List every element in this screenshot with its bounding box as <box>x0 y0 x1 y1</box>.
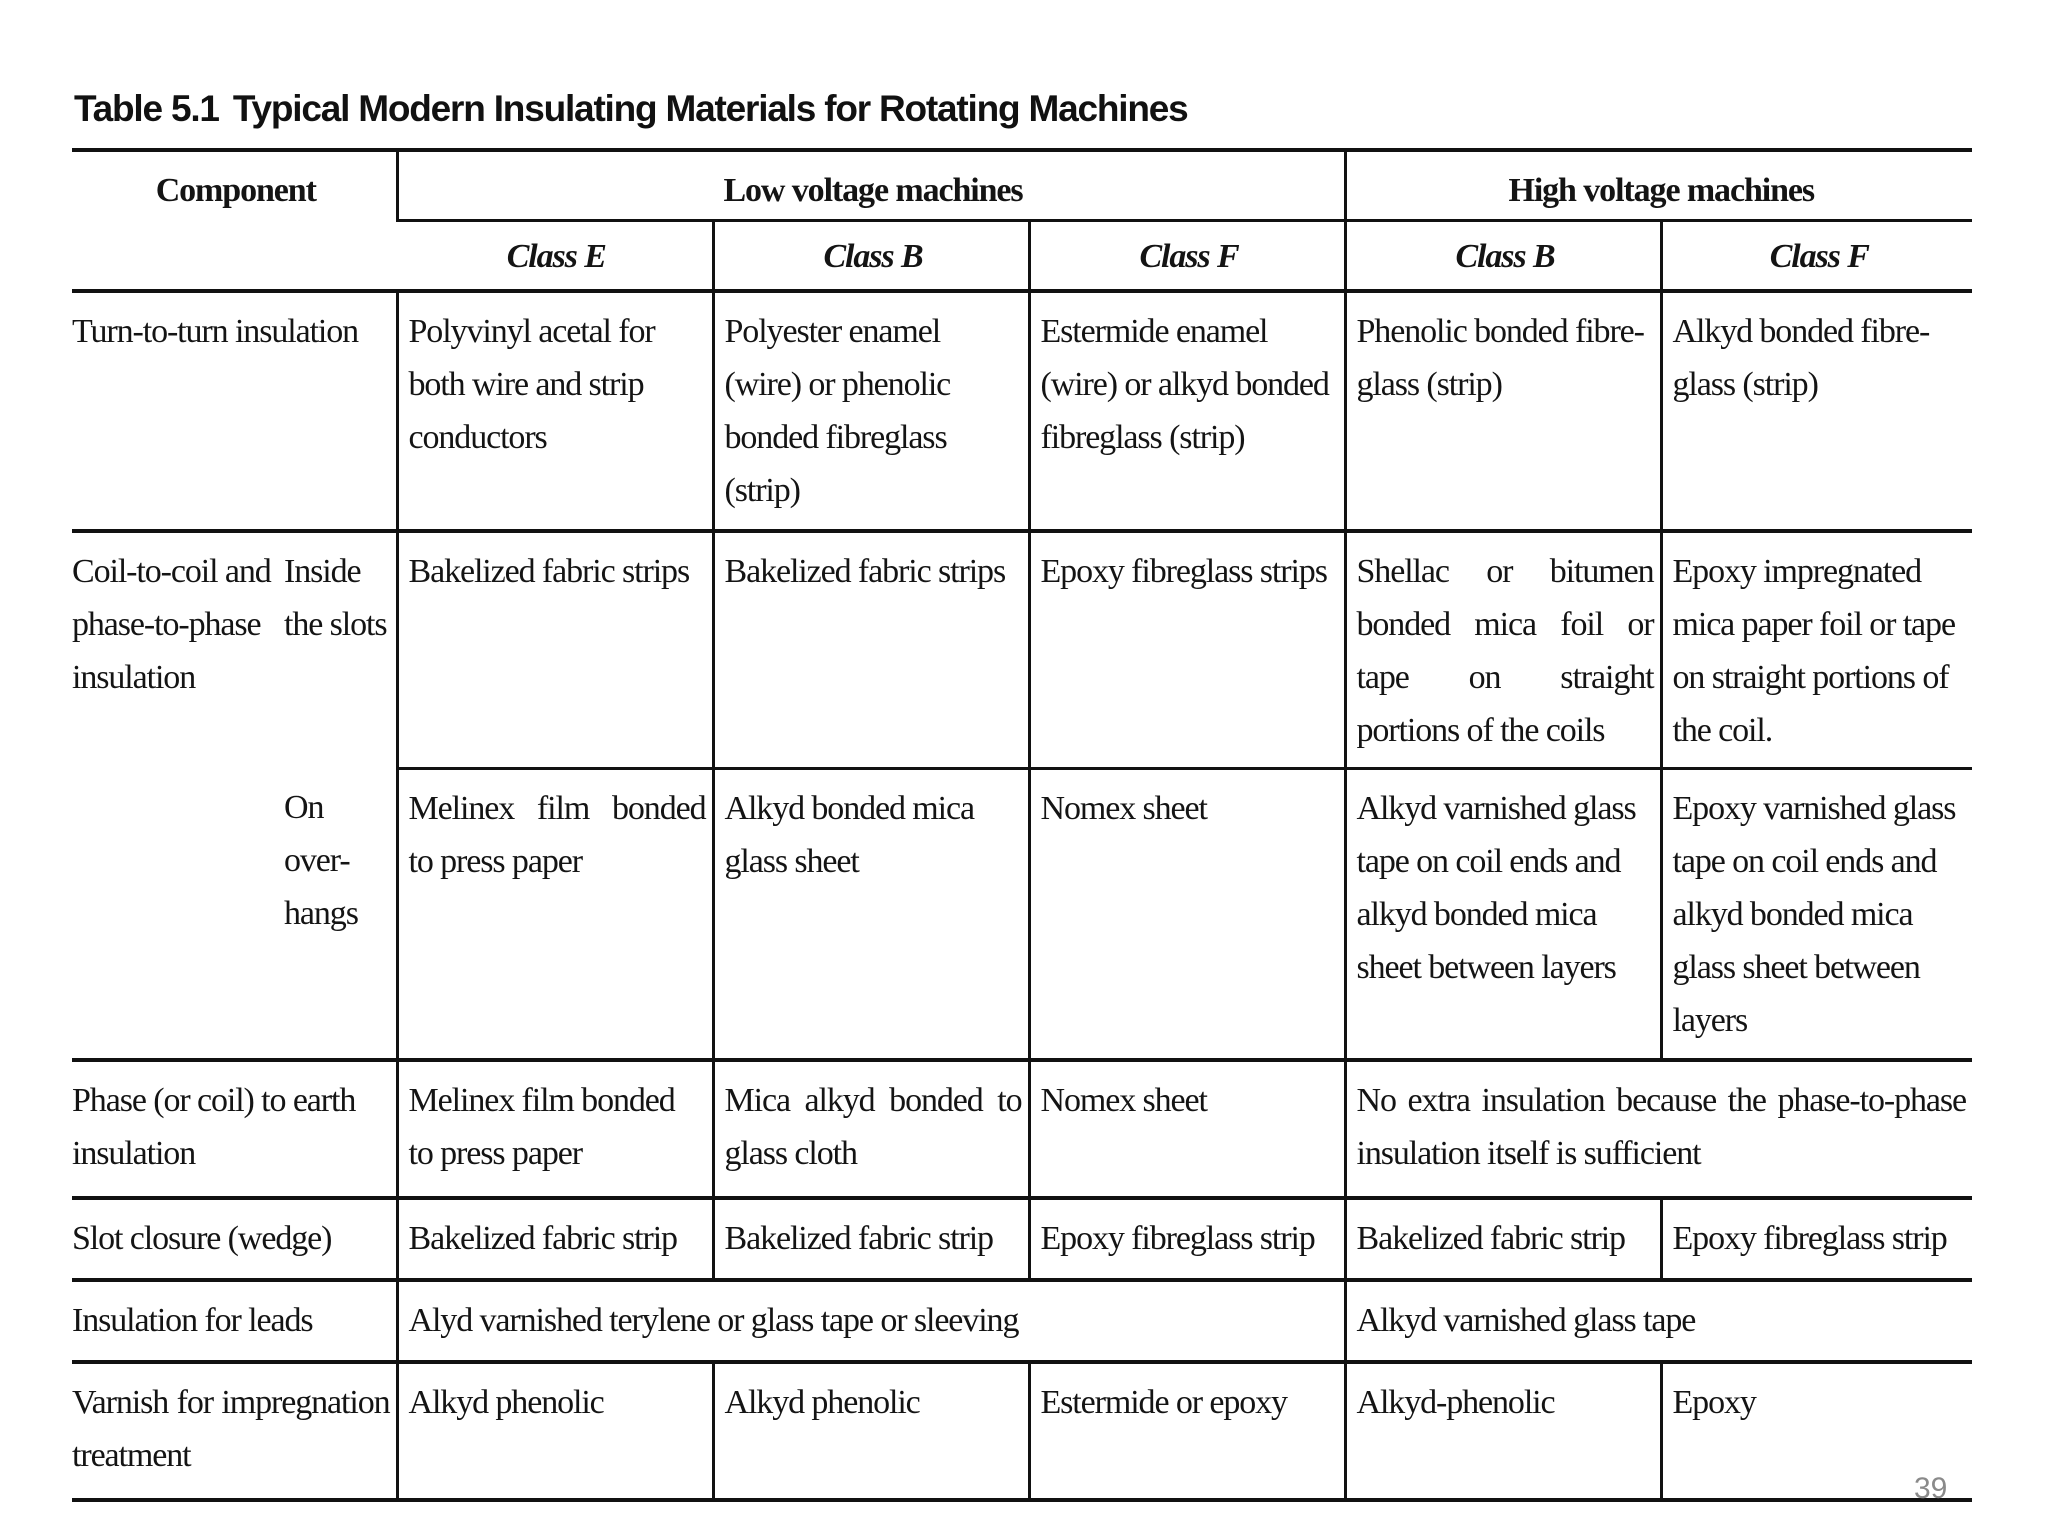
cell-earth-lv-b: Mica alkyd bonded to glass cloth <box>713 1060 1029 1198</box>
header-lv-class-b: Class B <box>713 221 1029 292</box>
cell-over-lv-f: Nomex sheet <box>1029 769 1345 1061</box>
row-label-turn-to-turn: Turn-to-turn insulation <box>72 291 397 531</box>
cell-turn-lv-e: Polyvinyl acetal for both wire and strip conductors <box>397 291 713 531</box>
header-low-voltage: Low voltage machines <box>397 150 1345 221</box>
cell-turn-hv-f: Alkyd bonded fibre-glass (strip) <box>1661 291 1972 531</box>
row-label-coil-to-coil: Coil-to-coil and phase-to-phase insulation <box>72 531 284 1060</box>
cell-wedge-hv-b: Bakelized fabric strip <box>1345 1198 1661 1280</box>
cell-varn-lv-f: Estermide or epoxy <box>1029 1362 1345 1500</box>
cell-slots-lv-e: Bakelized fabric strips <box>397 531 713 769</box>
table-row <box>72 1280 1972 1362</box>
sub-label-overhangs: On over-hangs <box>284 788 358 932</box>
cell-varn-lv-b: Alkyd phenolic <box>713 1362 1029 1500</box>
cell-earth-lv-f: Nomex sheet <box>1029 1060 1345 1198</box>
cell-slots-hv-f: Epoxy impregnated mica paper foil or tape on straight portions of the coil. <box>1661 531 1972 769</box>
sub-label-inside-slots: Inside the slots <box>284 531 397 769</box>
cell-leads-lv: Alyd varnished terylene or glass tape or sleeving <box>397 1280 1345 1362</box>
header-hv-class-b: Class B <box>1345 221 1661 292</box>
cell-varn-lv-e: Alkyd phenolic <box>397 1362 713 1500</box>
insulating-materials-table <box>72 148 1972 1502</box>
cell-over-hv-b: Alkyd varnished glass tape on coil ends and alkyd bonded mica sheet between layers <box>1345 769 1661 1061</box>
cell-over-lv-e: Melinex film bonded to press paper <box>397 769 713 1061</box>
table-caption: Typical Modern Insulating Materials for Rotating Machines <box>232 88 1188 129</box>
header-row-groups <box>72 150 1972 221</box>
header-component: Component <box>72 150 397 291</box>
table-row <box>72 1198 1972 1280</box>
cell-wedge-lv-b: Bakelized fabric strip <box>713 1198 1029 1280</box>
table-row <box>72 291 1972 531</box>
row-label-varnish: Varnish for impregnation treatment <box>72 1362 397 1500</box>
table-row <box>72 531 1972 769</box>
cell-turn-hv-b: Phenolic bonded fibre-glass (strip) <box>1345 291 1661 531</box>
header-lv-class-e: Class E <box>397 221 713 292</box>
table-row <box>72 1362 1972 1500</box>
page-number: 39 <box>1914 1472 1948 1505</box>
cell-slots-lv-f: Epoxy fibreglass strips <box>1029 531 1345 769</box>
header-hv-class-f: Class F <box>1661 221 1972 292</box>
cell-varn-hv-b: Alkyd-phenolic <box>1345 1362 1661 1500</box>
row-label-leads: Insulation for leads <box>72 1280 397 1362</box>
row-label-phase-earth: Phase (or coil) to earth insulation <box>72 1060 397 1198</box>
cell-wedge-hv-f: Epoxy fibreglass strip <box>1661 1198 1972 1280</box>
cell-slots-lv-b: Bakelized fabric strips <box>713 531 1029 769</box>
cell-wedge-lv-f: Epoxy fibreglass strip <box>1029 1198 1345 1280</box>
cell-over-lv-b: Alkyd bonded mica glass sheet <box>713 769 1029 1061</box>
table-row <box>72 769 1972 1061</box>
header-lv-class-f: Class F <box>1029 221 1345 292</box>
row-label-slot-closure: Slot closure (wedge) <box>72 1198 397 1280</box>
header-high-voltage: High voltage machines <box>1345 150 1972 221</box>
cell-slots-hv-b: Shellac or bitumen bonded mica foil or tape on straight portions of the coils <box>1345 531 1661 769</box>
cell-earth-hv: No extra insulation because the phase-to-phase insulation itself is sufficient <box>1345 1060 1972 1198</box>
cell-turn-lv-b: Polyester enamel (wire) or phenolic bonded fibreglass (strip) <box>713 291 1029 531</box>
cell-varn-hv-f: Epoxy <box>1661 1362 1972 1500</box>
cell-over-hv-f: Epoxy varnished glass tape on coil ends and alkyd bonded mica glass sheet between layers <box>1661 769 1972 1061</box>
cell-leads-hv: Alkyd varnished glass tape <box>1345 1280 1972 1362</box>
table-row <box>72 1060 1972 1198</box>
cell-wedge-lv-e: Bakelized fabric strip <box>397 1198 713 1280</box>
table-number: Table 5.1 <box>74 88 219 129</box>
cell-turn-lv-f: Estermide enamel (wire) or alkyd bonded fibreglass (strip) <box>1029 291 1345 531</box>
table-title <box>74 88 1188 130</box>
cell-earth-lv-e: Melinex film bonded to press paper <box>397 1060 713 1198</box>
